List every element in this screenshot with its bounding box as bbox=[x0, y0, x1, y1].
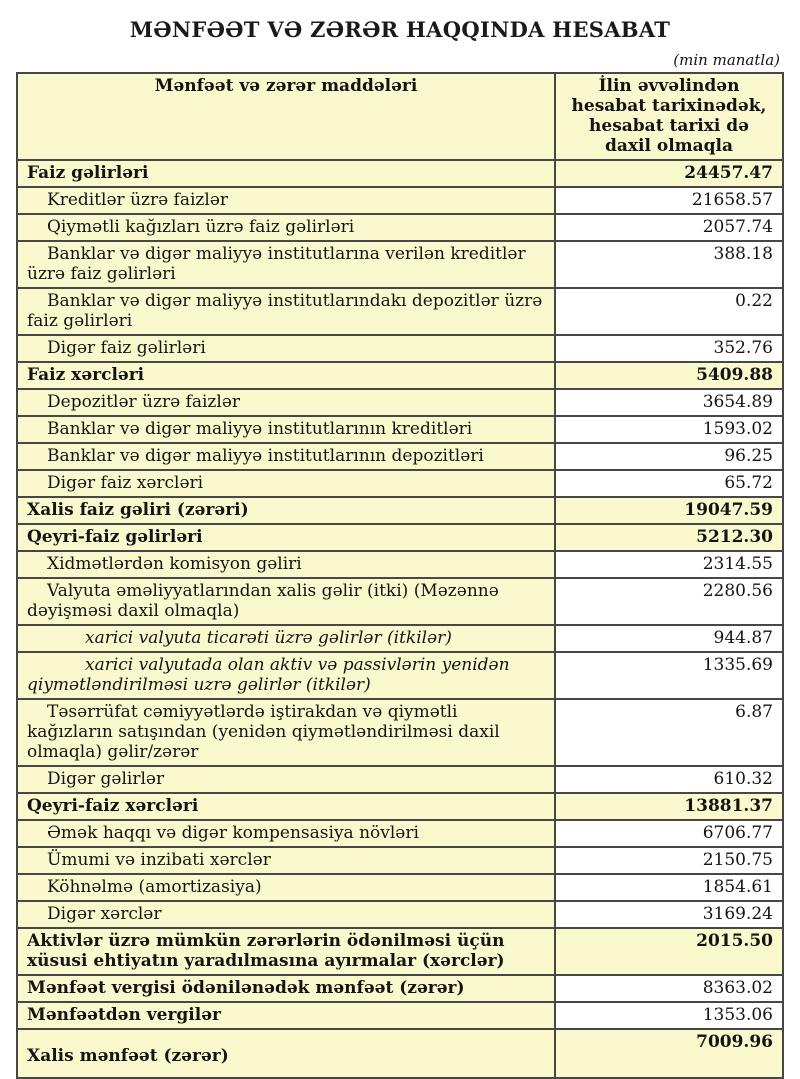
row-value: 0.22 bbox=[555, 288, 783, 335]
table-row bbox=[17, 847, 783, 874]
row-value: 2057.74 bbox=[555, 214, 783, 241]
row-value: 1854.61 bbox=[555, 874, 783, 901]
row-value: 1593.02 bbox=[555, 416, 783, 443]
row-label: Mənfəət vergisi ödənilənədək mənfəət (zərər) bbox=[17, 975, 555, 1002]
table-row bbox=[17, 820, 783, 847]
row-value: 2280.56 bbox=[555, 578, 783, 625]
table-row bbox=[17, 793, 783, 820]
row-value: 1335.69 bbox=[555, 652, 783, 699]
table-row bbox=[17, 288, 783, 335]
row-value: 19047.59 bbox=[555, 497, 783, 524]
row-label: Xidmətlərdən komisyon gəliri bbox=[17, 551, 555, 578]
row-label: Banklar və digər maliyyə institutlarının kreditləri bbox=[17, 416, 555, 443]
row-value: 24457.47 bbox=[555, 160, 783, 187]
row-label: Banklar və digər maliyyə institutlarındakı depozitlər üzrə faiz gəlirləri bbox=[17, 288, 555, 335]
table-row bbox=[17, 975, 783, 1002]
row-label: Mənfəətdən vergilər bbox=[17, 1002, 555, 1029]
row-value: 2150.75 bbox=[555, 847, 783, 874]
header-row bbox=[17, 73, 783, 160]
table-row bbox=[17, 389, 783, 416]
row-label: Digər faiz xərcləri bbox=[17, 470, 555, 497]
row-label: Aktivlər üzrə mümkün zərərlərin ödənilməsi üçün xüsusi ehtiyatın yaradılmasına ayırmalar (xərclər) bbox=[17, 928, 555, 975]
row-value: 6.87 bbox=[555, 699, 783, 766]
row-value: 2314.55 bbox=[555, 551, 783, 578]
row-value: 2015.50 bbox=[555, 928, 783, 975]
table-row bbox=[17, 497, 783, 524]
table-row bbox=[17, 1002, 783, 1029]
row-label: xarici valyutada olan aktiv və passivlərin yenidən qiymətləndirilməsi uzrə gəlirlər (itkilər) bbox=[17, 652, 555, 699]
row-label: Depozitlər üzrə faizlər bbox=[17, 389, 555, 416]
row-value: 1353.06 bbox=[555, 1002, 783, 1029]
row-value: 5409.88 bbox=[555, 362, 783, 389]
row-label: Xalis mənfəət (zərər) bbox=[17, 1029, 555, 1078]
row-value: 21658.57 bbox=[555, 187, 783, 214]
row-label: Digər faiz gəlirləri bbox=[17, 335, 555, 362]
row-value: 3654.89 bbox=[555, 389, 783, 416]
table-row bbox=[17, 901, 783, 928]
row-value: 388.18 bbox=[555, 241, 783, 288]
page-title: MƏNFƏƏT VƏ ZƏRƏR HAQQINDA HESABAT bbox=[129, 17, 671, 42]
value-column-header: İlin əvvəlindən hesabat tarixinədək, hesabat tarixi də daxil olmaqla bbox=[555, 73, 783, 160]
row-value: 3169.24 bbox=[555, 901, 783, 928]
table-row bbox=[17, 160, 783, 187]
row-label: Banklar və digər maliyyə institutlarının depozitləri bbox=[17, 443, 555, 470]
table-row bbox=[17, 187, 783, 214]
row-value: 944.87 bbox=[555, 625, 783, 652]
table-row bbox=[17, 1029, 783, 1078]
row-label: Valyuta əməliyyatlarından xalis gəlir (itki) (Məzənnə dəyişməsi daxil olmaqla) bbox=[17, 578, 555, 625]
table-row bbox=[17, 362, 783, 389]
table-row bbox=[17, 214, 783, 241]
row-value: 352.76 bbox=[555, 335, 783, 362]
table-row bbox=[17, 699, 783, 766]
report-table-body bbox=[17, 160, 783, 1078]
row-value: 5212.30 bbox=[555, 524, 783, 551]
table-row bbox=[17, 416, 783, 443]
unit-note: (min manatla) bbox=[673, 51, 780, 69]
row-label: Kreditlər üzrə faizlər bbox=[17, 187, 555, 214]
table-row bbox=[17, 766, 783, 793]
table-row bbox=[17, 578, 783, 625]
items-column-header: Mənfəət və zərər maddələri bbox=[17, 73, 555, 160]
row-label: Digər gəlirlər bbox=[17, 766, 555, 793]
row-value: 7009.96 bbox=[555, 1029, 783, 1078]
row-value: 610.32 bbox=[555, 766, 783, 793]
row-value: 96.25 bbox=[555, 443, 783, 470]
table-row bbox=[17, 652, 783, 699]
table-row bbox=[17, 928, 783, 975]
row-label: Əmək haqqı və digər kompensasiya növləri bbox=[17, 820, 555, 847]
row-label: Ümumi və inzibati xərclər bbox=[17, 847, 555, 874]
report-page bbox=[0, 17, 800, 1066]
table-row bbox=[17, 241, 783, 288]
table-row bbox=[17, 443, 783, 470]
table-header bbox=[17, 73, 783, 160]
row-label: Təsərrüfat cəmiyyətlərdə iştirakdan və qiymətli kağızların satışından (yenidən qiymətləndirilməsi daxil olmaqla) gəlir/zərər bbox=[17, 699, 555, 766]
row-value: 6706.77 bbox=[555, 820, 783, 847]
row-value: 13881.37 bbox=[555, 793, 783, 820]
row-label: Qiymətli kağızları üzrə faiz gəlirləri bbox=[17, 214, 555, 241]
row-value: 65.72 bbox=[555, 470, 783, 497]
row-label: xarici valyuta ticarəti üzrə gəlirlər (itkilər) bbox=[17, 625, 555, 652]
row-label: Digər xərclər bbox=[17, 901, 555, 928]
row-label: Köhnəlmə (amortizasiya) bbox=[17, 874, 555, 901]
row-label: Banklar və digər maliyyə institutlarına verilən kreditlər üzrə faiz gəlirləri bbox=[17, 241, 555, 288]
row-label: Faiz xərcləri bbox=[17, 362, 555, 389]
profit-loss-table bbox=[16, 72, 784, 1079]
table-row bbox=[17, 874, 783, 901]
row-label: Xalis faiz gəliri (zərəri) bbox=[17, 497, 555, 524]
row-label: Qeyri-faiz gəlirləri bbox=[17, 524, 555, 551]
row-label: Faiz gəlirləri bbox=[17, 160, 555, 187]
table-row bbox=[17, 524, 783, 551]
row-value: 8363.02 bbox=[555, 975, 783, 1002]
table-row bbox=[17, 551, 783, 578]
table-row bbox=[17, 470, 783, 497]
table-row bbox=[17, 335, 783, 362]
table-row bbox=[17, 625, 783, 652]
row-label: Qeyri-faiz xərcləri bbox=[17, 793, 555, 820]
